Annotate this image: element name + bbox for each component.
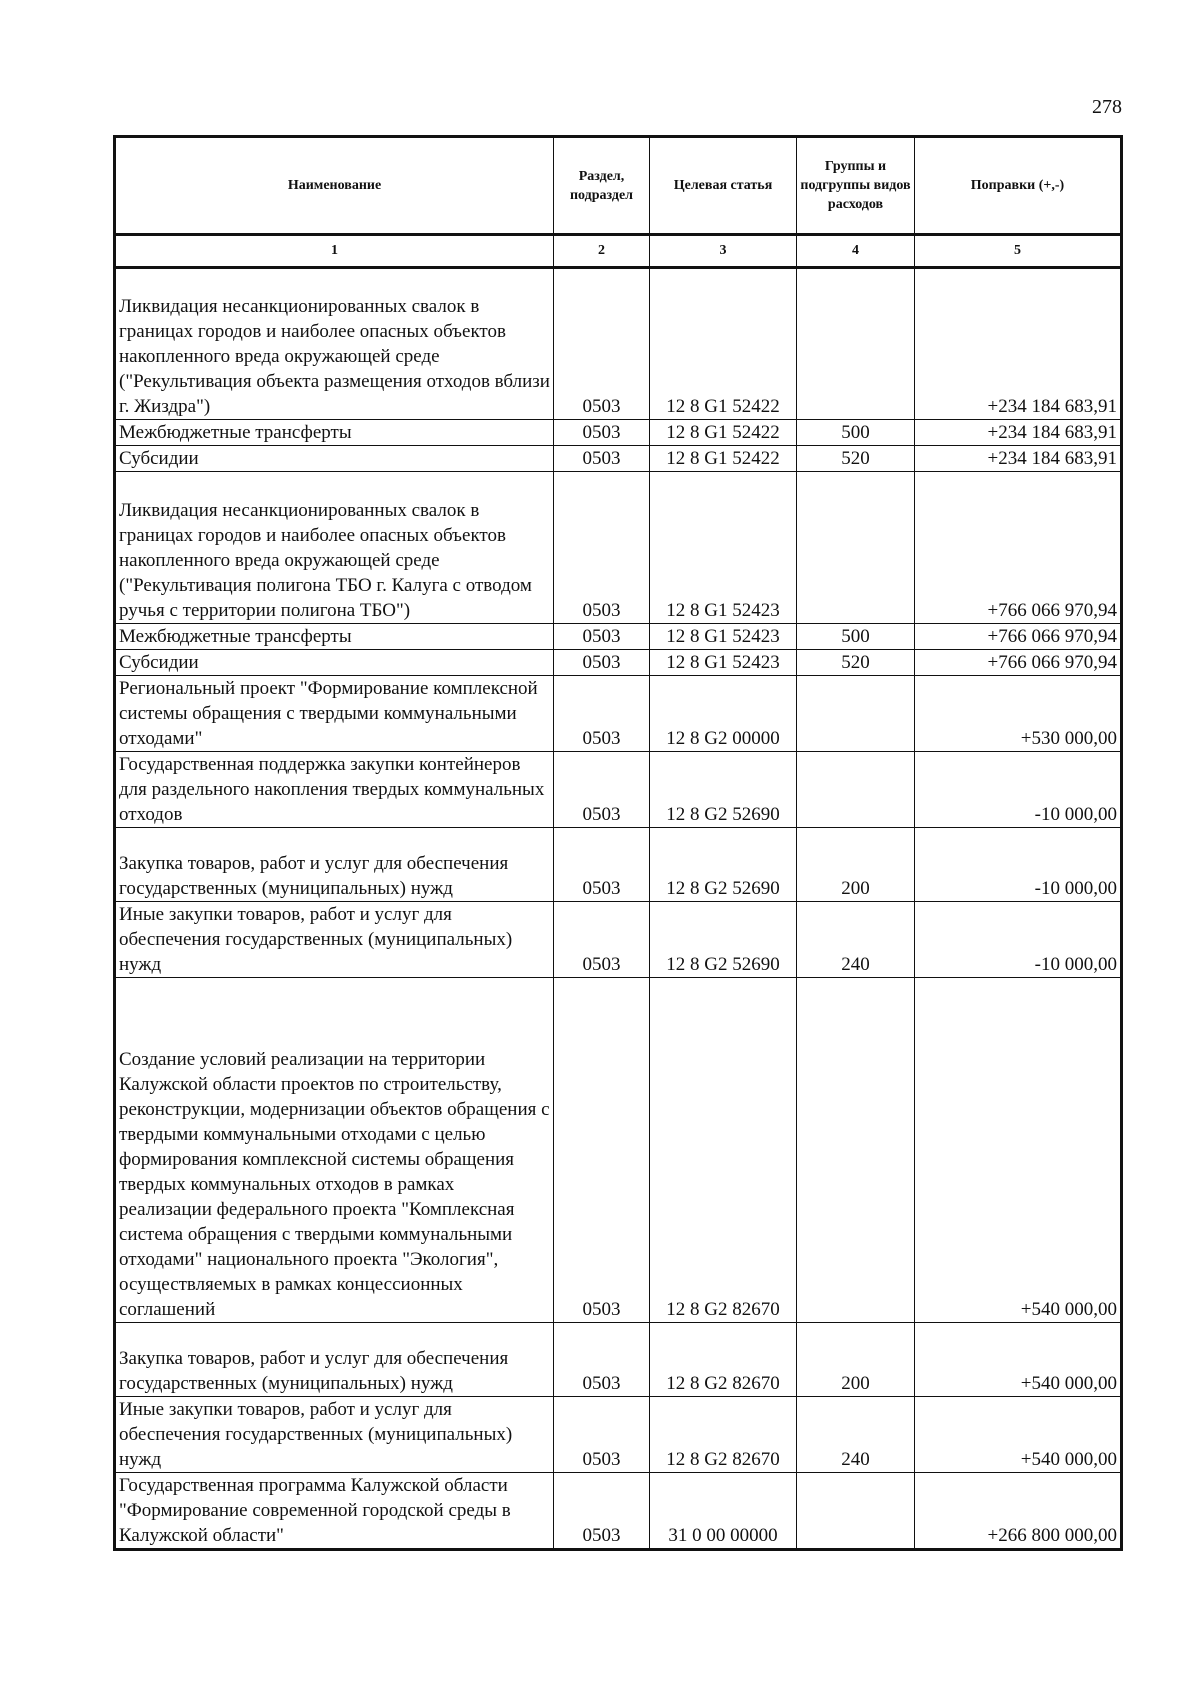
row-amount: +540 000,00: [915, 978, 1122, 1323]
row-name: Ликвидация несанкционированных свалок в границах городов и наиболее опасных объектов накопленного вреда окружающей среде ("Рекультивация полигона ТБО г. Калуга с отводом ручья с территории полигона ТБО"): [115, 472, 554, 624]
row-article: 12 8 G2 52690: [650, 752, 797, 828]
row-article: 12 8 G2 52690: [650, 902, 797, 978]
row-name: Государственная программа Калужской области "Формирование современной городской среды в Калужской области": [115, 1473, 554, 1550]
row-section: 0503: [554, 420, 650, 446]
row-name: Ликвидация несанкционированных свалок в границах городов и наиболее опасных объектов накопленного вреда окружающей среде ("Рекультивация объекта размещения отходов вблизи г. Жиздра"): [115, 268, 554, 420]
row-amount: +766 066 970,94: [915, 472, 1122, 624]
row-name: Создание условий реализации на территории Калужской области проектов по строительству, реконструкции, модернизации объектов обращения с твердыми коммунальными отходами с целью формирования комплексной системы обращения твердых коммунальных отходов в рамках реализации федерального проекта "Комплексная система обращения с твердыми коммунальными отходами" национального проекта "Экология", осуществляемых в рамках концессионных соглашений: [115, 978, 554, 1323]
col-number: 1: [115, 235, 554, 268]
row-name: Закупка товаров, работ и услуг для обеспечения государственных (муниципальных) нужд: [115, 1323, 554, 1397]
row-group: [797, 752, 915, 828]
header-group: Группы и подгруппы видов расходов: [797, 137, 915, 235]
row-article: 12 8 G2 52690: [650, 828, 797, 902]
row-group: [797, 472, 915, 624]
row-amount: +234 184 683,91: [915, 420, 1122, 446]
row-article: 12 8 G1 52422: [650, 420, 797, 446]
table-row: [115, 420, 1122, 446]
row-article: 12 8 G1 52423: [650, 472, 797, 624]
table-row: [115, 902, 1122, 978]
row-name: Региональный проект "Формирование комплексной системы обращения с твердыми коммунальными отходами": [115, 676, 554, 752]
row-name: Иные закупки товаров, работ и услуг для обеспечения государственных (муниципальных) нужд: [115, 1397, 554, 1473]
row-name: Субсидии: [115, 650, 554, 676]
row-amount: +766 066 970,94: [915, 650, 1122, 676]
col-number: 5: [915, 235, 1122, 268]
row-name: Межбюджетные трансферты: [115, 624, 554, 650]
table-row: [115, 752, 1122, 828]
row-section: 0503: [554, 676, 650, 752]
row-group: [797, 978, 915, 1323]
table-row: [115, 978, 1122, 1323]
row-article: 12 8 G1 52423: [650, 650, 797, 676]
row-amount: +530 000,00: [915, 676, 1122, 752]
row-article: 31 0 00 00000: [650, 1473, 797, 1550]
header-name: Наименование: [115, 137, 554, 235]
table-row: [115, 472, 1122, 624]
header-article: Целевая статья: [650, 137, 797, 235]
row-group: 520: [797, 446, 915, 472]
row-section: 0503: [554, 268, 650, 420]
row-group: [797, 1473, 915, 1550]
column-number-row: [115, 235, 1122, 268]
table-row: [115, 1473, 1122, 1550]
row-amount: -10 000,00: [915, 902, 1122, 978]
table-body: [115, 268, 1122, 1550]
row-name: Межбюджетные трансферты: [115, 420, 554, 446]
row-section: 0503: [554, 978, 650, 1323]
row-article: 12 8 G1 52422: [650, 268, 797, 420]
row-group: [797, 268, 915, 420]
row-group: 520: [797, 650, 915, 676]
row-section: 0503: [554, 472, 650, 624]
table-row: [115, 676, 1122, 752]
row-section: 0503: [554, 828, 650, 902]
row-group: 500: [797, 420, 915, 446]
header-amount: Поправки (+,-): [915, 137, 1122, 235]
row-article: 12 8 G1 52423: [650, 624, 797, 650]
row-group: 200: [797, 1323, 915, 1397]
table-row: [115, 1323, 1122, 1397]
row-amount: -10 000,00: [915, 828, 1122, 902]
row-group: [797, 676, 915, 752]
row-name: Иные закупки товаров, работ и услуг для обеспечения государственных (муниципальных) нужд: [115, 902, 554, 978]
row-name: Закупка товаров, работ и услуг для обеспечения государственных (муниципальных) нужд: [115, 828, 554, 902]
row-name: Субсидии: [115, 446, 554, 472]
table-row: [115, 828, 1122, 902]
table-row: [115, 624, 1122, 650]
table-row: [115, 1397, 1122, 1473]
col-number: 3: [650, 235, 797, 268]
row-amount: -10 000,00: [915, 752, 1122, 828]
row-section: 0503: [554, 752, 650, 828]
row-amount: +234 184 683,91: [915, 446, 1122, 472]
row-section: 0503: [554, 446, 650, 472]
row-article: 12 8 G2 82670: [650, 1397, 797, 1473]
row-amount: +766 066 970,94: [915, 624, 1122, 650]
table-row: [115, 268, 1122, 420]
header-section: Раздел, подраздел: [554, 137, 650, 235]
row-amount: +540 000,00: [915, 1323, 1122, 1397]
row-section: 0503: [554, 1397, 650, 1473]
table-header-row: [115, 137, 1122, 235]
row-group: 240: [797, 902, 915, 978]
row-section: 0503: [554, 624, 650, 650]
row-group: 500: [797, 624, 915, 650]
row-section: 0503: [554, 1323, 650, 1397]
row-amount: +266 800 000,00: [915, 1473, 1122, 1550]
row-amount: +540 000,00: [915, 1397, 1122, 1473]
row-group: 200: [797, 828, 915, 902]
table-row: [115, 446, 1122, 472]
page-number: 278: [1092, 96, 1122, 118]
row-name: Государственная поддержка закупки контейнеров для раздельного накопления твердых коммунальных отходов: [115, 752, 554, 828]
budget-amendments-table: [113, 135, 1123, 1551]
row-article: 12 8 G2 00000: [650, 676, 797, 752]
row-article: 12 8 G2 82670: [650, 1323, 797, 1397]
row-section: 0503: [554, 650, 650, 676]
row-section: 0503: [554, 902, 650, 978]
table-row: [115, 650, 1122, 676]
col-number: 2: [554, 235, 650, 268]
row-article: 12 8 G2 82670: [650, 978, 797, 1323]
row-amount: +234 184 683,91: [915, 268, 1122, 420]
row-article: 12 8 G1 52422: [650, 446, 797, 472]
row-section: 0503: [554, 1473, 650, 1550]
row-group: 240: [797, 1397, 915, 1473]
col-number: 4: [797, 235, 915, 268]
